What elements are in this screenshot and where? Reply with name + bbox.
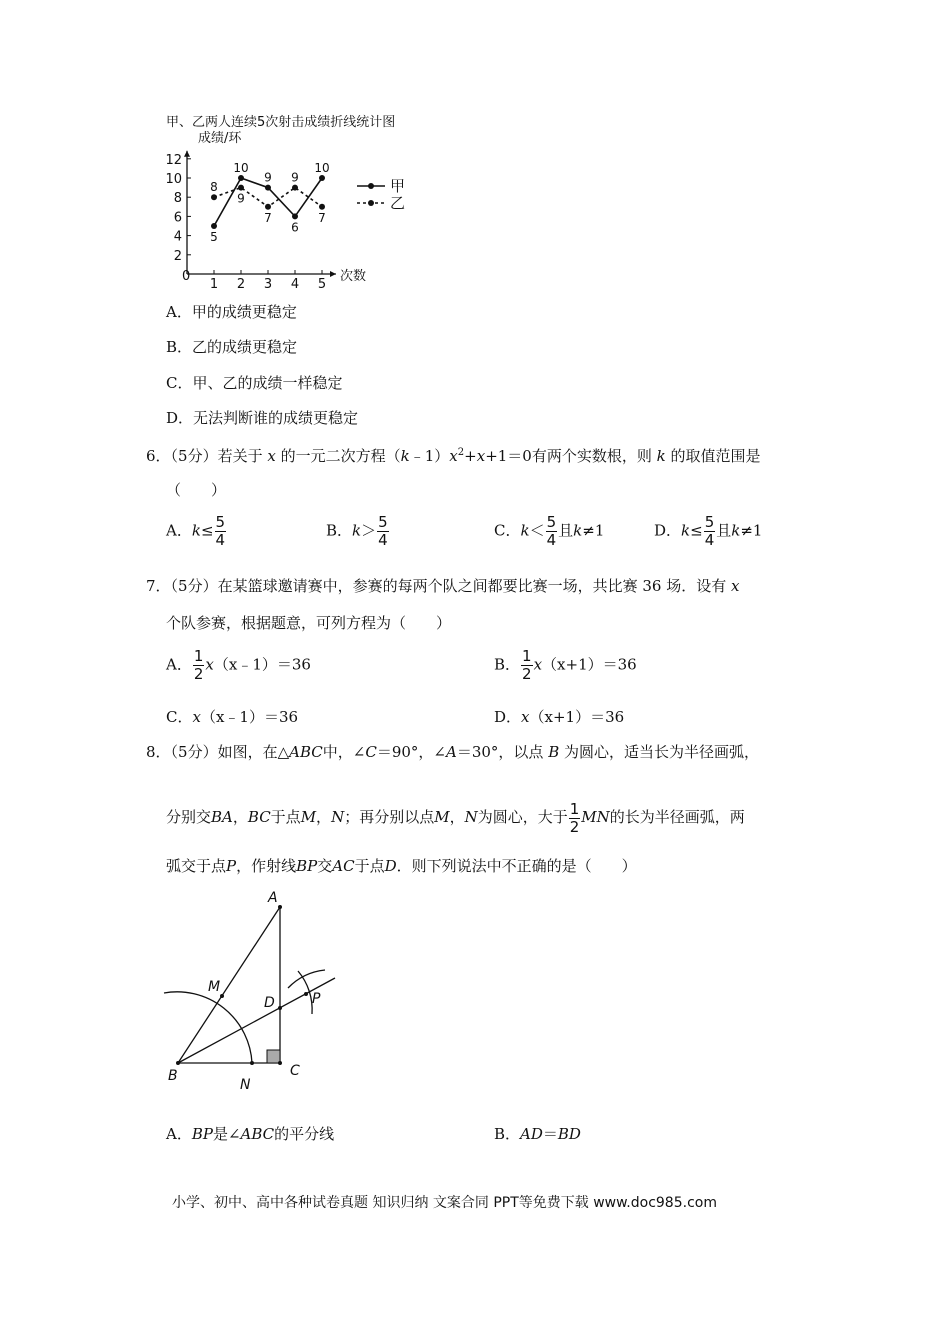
q7-stem-line2: 个队参赛，根据题意，可列方程为（ ） <box>166 614 452 632</box>
page-footer: 小学、初中、高中各种试卷真题 知识归纳 文案合同 PPT等免费下载 www.doc985.com <box>172 1195 717 1211</box>
chart-origin: 0 <box>182 269 191 284</box>
label-a: A <box>268 890 278 906</box>
q7-option-c: C．x（x﹣1）＝36 <box>166 708 299 726</box>
q5-option-c: C．甲、乙的成绩一样稳定 <box>166 374 343 392</box>
data-point <box>319 175 325 181</box>
label-b: B <box>168 1068 178 1084</box>
data-label: 10 <box>314 161 330 175</box>
x-axis-arrow <box>330 271 336 277</box>
q8-stem-line3: 弧交于点P，作射线BP交AC于点D．则下列说法中不正确的是（ ） <box>166 857 637 875</box>
data-label: 9 <box>291 170 299 185</box>
y-axis-arrow <box>184 151 190 157</box>
segment-ab <box>178 907 280 1063</box>
q7-option-b: B． $\frac{1}{2}$ x（x+1）＝36 <box>494 647 637 683</box>
shooting-score-line-chart <box>150 108 430 288</box>
data-label: 8 <box>210 180 218 195</box>
legend-jia: 甲 <box>390 177 406 195</box>
triangle-construction-figure <box>160 885 350 1100</box>
q6-stem: 6．（5分）若关于 x 的一元二次方程$(k﹣1)x^2+x+1=0$有两个实数根，则 k 的取值范围是 <box>146 447 761 465</box>
q7-stem-line1: 7．（5分）在某篮球邀请赛中，参赛的每两个队之间都要比赛一场，共比赛 36 场．设有 x <box>146 577 740 595</box>
data-point <box>319 204 325 210</box>
data-point <box>211 194 217 200</box>
q7-option-d: D．x（x+1）＝36 <box>494 708 625 726</box>
label-c: C <box>290 1063 300 1079</box>
data-point <box>292 213 298 219</box>
q6-paren: （ ） <box>166 481 227 499</box>
arc-mn <box>164 992 252 1063</box>
q8-option-a: A．BP是∠ABC的平分线 <box>166 1125 335 1143</box>
q8-stem-line1: 8．（5分）如图，在△ABC中，∠C＝90°，∠A＝30°，以点 B 为圆心，适当长为半径画弧， <box>146 743 760 761</box>
x-tick-label: 4 <box>290 277 300 288</box>
legend-yi: 乙 <box>390 194 406 212</box>
label-p: P <box>312 991 321 1007</box>
y-tick-label: 4 <box>173 229 182 245</box>
q8-option-b: B．AD＝BD <box>494 1125 581 1143</box>
data-label: 9 <box>237 191 245 206</box>
q6-option-a: A．k≤ $\frac{5}{4}$ <box>166 513 226 549</box>
x-tick-label: 5 <box>317 277 327 288</box>
x-tick-label: 2 <box>236 277 246 288</box>
data-label: 7 <box>264 210 272 225</box>
q5-option-a: A．甲的成绩更稳定 <box>166 303 297 321</box>
y-tick-label: 6 <box>173 210 182 226</box>
q5-option-d: D．无法判断谁的成绩更稳定 <box>166 409 359 427</box>
q7-option-a: A． $\frac{1}{2}$ x（x﹣1）＝36 <box>166 647 311 683</box>
data-point <box>265 204 271 210</box>
chart-title: 甲、乙两人连续5次射击成绩折线统计图 <box>166 115 396 130</box>
y-tick-label: 10 <box>165 172 182 187</box>
x-tick-label: 1 <box>209 277 219 288</box>
q6-option-d: D．k≤ $\frac{5}{4}$ 且k≠1 <box>654 513 763 549</box>
chart-legend <box>357 177 405 212</box>
data-point <box>265 185 271 191</box>
chart-ylabel: 成绩/环 <box>198 131 242 146</box>
y-tick-label: 2 <box>173 248 182 264</box>
q6-option-b: B．k＞ $\frac{5}{4}$ <box>326 513 388 549</box>
data-label: 9 <box>264 170 272 185</box>
y-tick-label: 12 <box>165 152 182 168</box>
label-n: N <box>240 1077 251 1093</box>
chart-axes <box>184 151 336 277</box>
label-d: D <box>264 995 275 1011</box>
data-label: 6 <box>291 220 299 235</box>
data-label: 7 <box>318 210 326 225</box>
chart-x-ticks <box>210 270 326 288</box>
data-point <box>211 223 217 229</box>
data-point <box>292 185 298 191</box>
data-point <box>238 175 244 181</box>
data-label: 5 <box>210 230 218 244</box>
x-tick-label: 3 <box>263 277 273 288</box>
data-label: 10 <box>233 161 249 175</box>
y-tick-label: 8 <box>173 191 182 207</box>
chart-xlabel: 次数 <box>340 269 367 284</box>
label-m: M <box>208 979 221 995</box>
q6-option-c: C．k＜ $\frac{5}{4}$ 且k≠1 <box>494 513 605 549</box>
chart-series <box>210 161 329 244</box>
right-angle-mark <box>267 1050 280 1063</box>
q5-option-b: B．乙的成绩更稳定 <box>166 338 298 356</box>
data-point <box>238 185 244 191</box>
q8-stem-line2: 分别交BA，BC于点M，N；再分别以点M，N为圆心，大于 $\frac{1}{2}$ MN的长为半径画弧，两 <box>166 799 745 836</box>
